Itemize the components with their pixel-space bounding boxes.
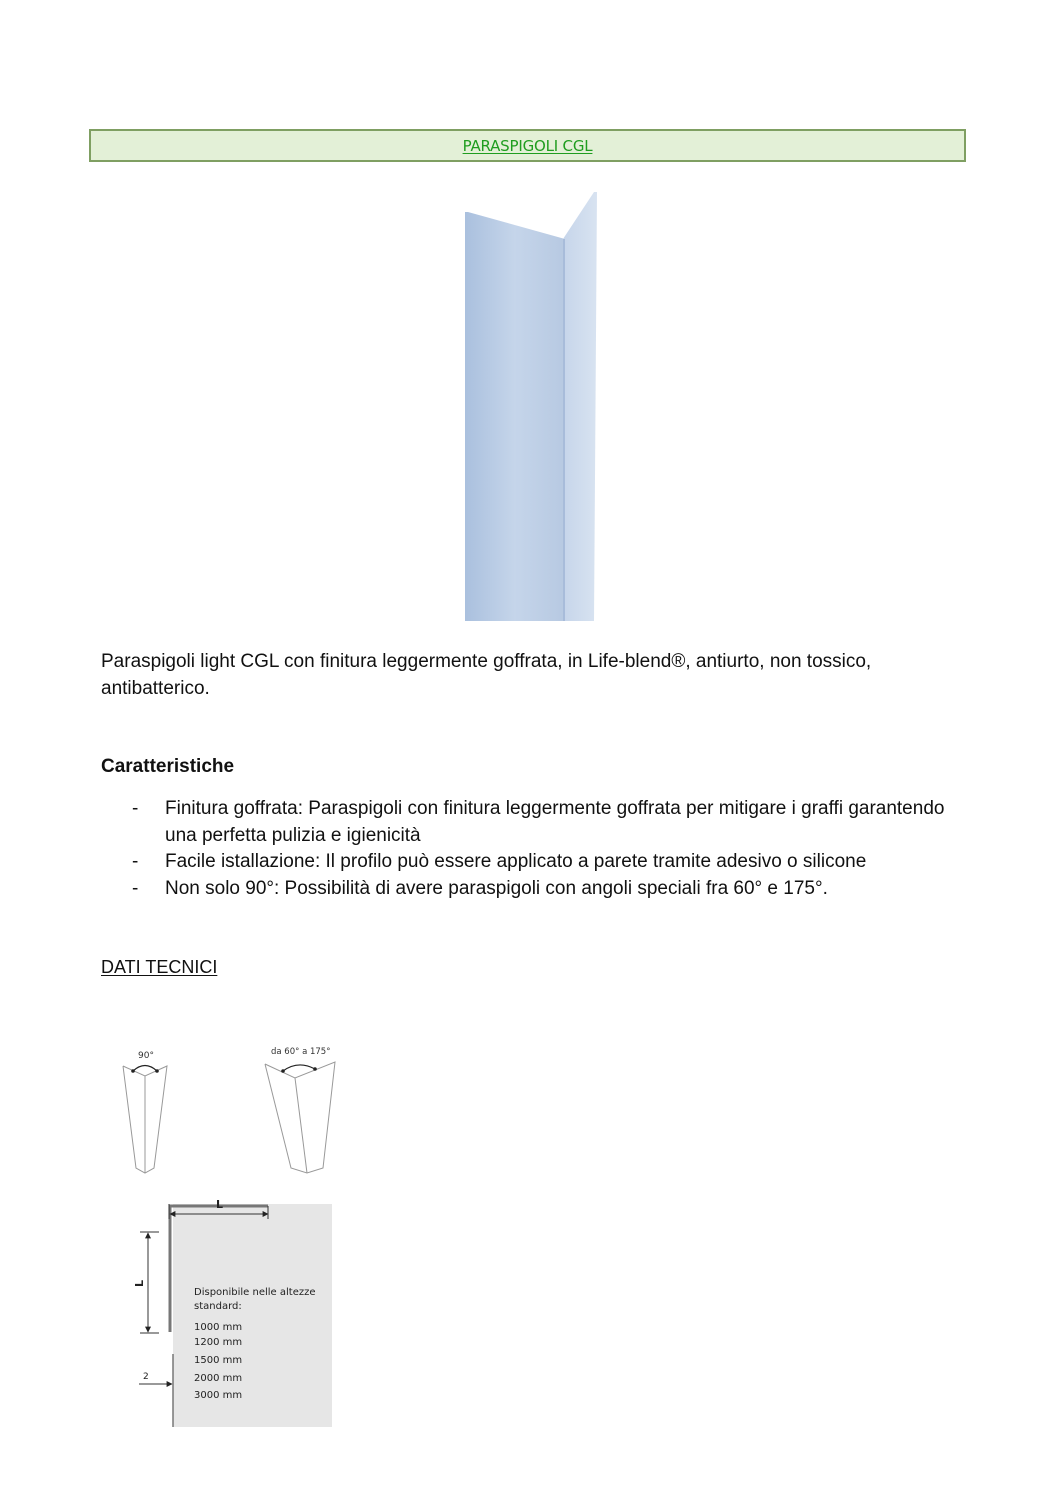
list-item [101, 796, 981, 849]
product-photo [455, 186, 605, 626]
list-item-text: Facile istallazione: Il profilo può essere applicato a parete tramite adesivo o silicone [165, 851, 867, 872]
features-list [101, 796, 981, 902]
angle-range-label: da 60° a 175° [271, 1047, 331, 1057]
technical-diagram [95, 1036, 345, 1436]
features-heading: Caratteristiche [101, 756, 235, 777]
list-item-text: Non solo 90°: Possibilità di avere paraspigoli con angoli speciali fra 60° e 175°. [165, 877, 828, 899]
intro-paragraph: Paraspigoli light CGL con finitura leggermente goffrata, in Life-blend®, antiurto, non tossico, antibatterico. [101, 651, 872, 699]
height-option: 2000 mm [194, 1373, 243, 1384]
height-option: 1500 mm [194, 1355, 243, 1366]
height-option: 3000 mm [194, 1390, 243, 1401]
profile-variable-angle-drawing [265, 1047, 335, 1173]
tech-data-heading: DATI TECNICI [101, 957, 218, 977]
title-bar [89, 129, 966, 162]
product-right-face [563, 192, 597, 621]
angle-90-label: 90° [138, 1051, 154, 1061]
list-bullet: - [132, 798, 139, 819]
product-left-face [465, 212, 565, 621]
availability-line-1: Disponibile nelle altezze [194, 1287, 316, 1298]
list-item [101, 849, 981, 876]
page-title: PARASPIGOLI CGL [462, 136, 593, 155]
list-item-text: Finitura goffrata: Paraspigoli con finitura leggermente goffrata per mitigare i graffi garantendo una perfetta pulizia e igienicità [165, 798, 945, 846]
list-bullet: - [132, 877, 139, 899]
height-option: 1000 mm [194, 1322, 243, 1333]
dimension-l-side: L [133, 1279, 146, 1287]
dimension-l-top: L [216, 1198, 224, 1211]
thickness-label: 2 [143, 1372, 149, 1382]
profile-90-drawing [123, 1051, 167, 1173]
list-bullet: - [132, 851, 139, 872]
list-item [101, 876, 981, 903]
dimension-drawing [133, 1198, 332, 1427]
availability-line-2: standard: [194, 1301, 242, 1312]
height-option: 1200 mm [194, 1337, 243, 1348]
